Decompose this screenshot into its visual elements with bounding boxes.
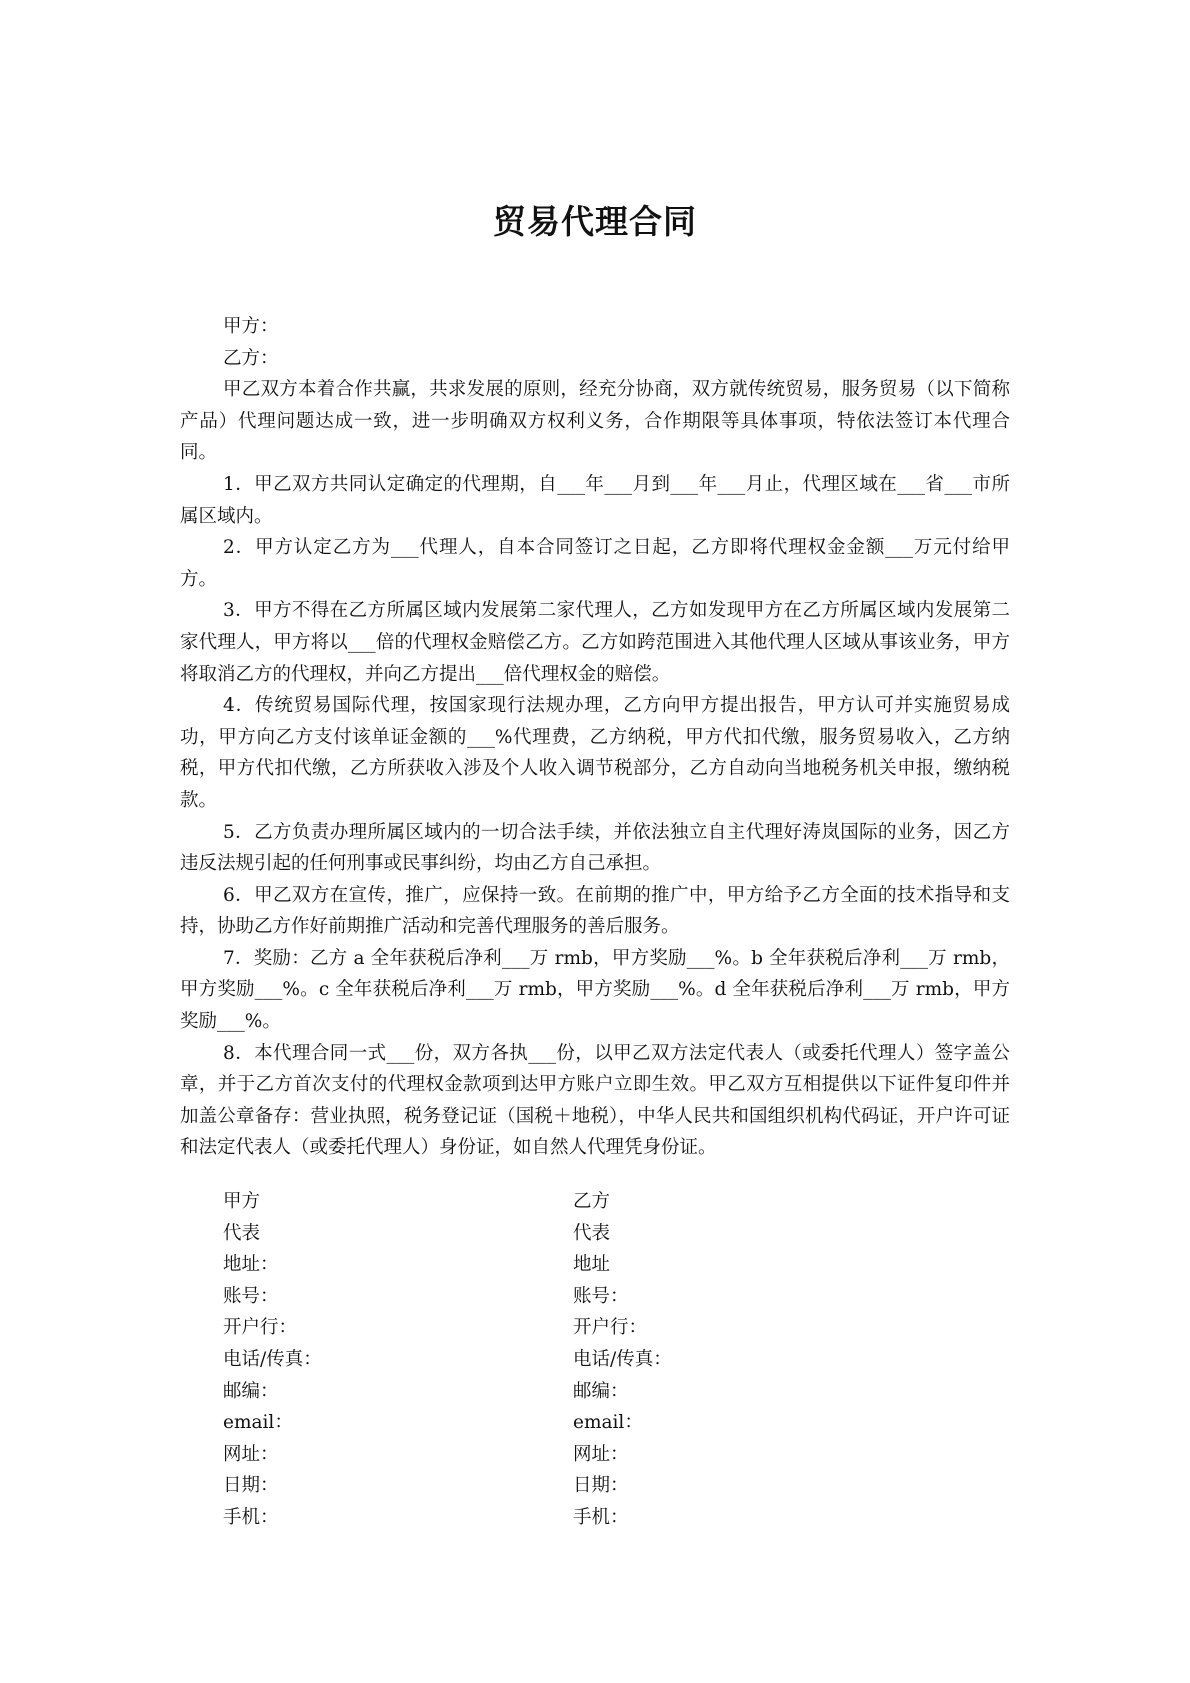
signature-row bbox=[223, 1312, 923, 1344]
clause-4: 4．传统贸易国际代理，按国家现行法规办理，乙方向甲方提出报告，甲方认可并实施贸易成功，甲方向乙方支付该单证金额的___%代理费，乙方纳税，甲方代扣代缴，服务贸易收入，乙方纳税，甲方代扣代缴，乙方所获收入涉及个人收入调节税部分，乙方自动向当地税务机关申报，缴纳税款。 bbox=[180, 695, 1010, 811]
party-a-field: 开户行： bbox=[223, 1317, 298, 1339]
party-b-field: 日期： bbox=[573, 1475, 629, 1497]
party-b-line: 乙方： bbox=[223, 347, 279, 369]
party-b-field: 手机： bbox=[573, 1506, 629, 1528]
party-a-field: 网址： bbox=[223, 1443, 279, 1465]
clause-2: 2．甲方认定乙方为___代理人，自本合同签订之日起，乙方即将代理权金金额___万元付给甲方。 bbox=[180, 537, 1010, 590]
signature-row bbox=[223, 1502, 923, 1534]
signature-row bbox=[223, 1186, 923, 1218]
clause-6: 6．甲乙双方在宣传，推广，应保持一致。在前期的推广中，甲方给予乙方全面的技术指导和支持，协助乙方作好前期推广活动和完善代理服务的善后服务。 bbox=[180, 884, 1010, 938]
signature-row bbox=[223, 1218, 923, 1250]
preamble-paragraph: 甲乙双方本着合作共赢，共求发展的原则，经充分协商，双方就传统贸易，服务贸易（以下简称产品）代理问题达成一致，进一步明确双方权利义务，合作期限等具体事项，特依法签订本代理合同。 bbox=[180, 379, 1010, 464]
party-a-field: 代表 bbox=[223, 1222, 261, 1244]
party-a-field: 账号： bbox=[223, 1285, 279, 1307]
party-b-field: email： bbox=[573, 1412, 643, 1434]
clause-5: 5．乙方负责办理所属区域内的一切合法手续，并依法独立自主代理好涛岚国际的业务，因乙方违反法规引起的任何刑事或民事纠纷，均由乙方自己承担。 bbox=[180, 821, 1010, 875]
party-b-field: 网址： bbox=[573, 1443, 629, 1465]
party-a-field: 日期： bbox=[223, 1475, 279, 1497]
signature-row bbox=[223, 1281, 923, 1313]
party-b-field: 电话/传真： bbox=[573, 1348, 672, 1370]
party-a-field: 电话/传真： bbox=[223, 1348, 322, 1370]
party-a-line: 甲方： bbox=[223, 316, 279, 337]
signature-row bbox=[223, 1344, 923, 1376]
party-b-field: 地址 bbox=[573, 1254, 611, 1276]
party-b-field: 账号： bbox=[573, 1285, 629, 1307]
party-b-field: 乙方 bbox=[573, 1191, 611, 1212]
clause-7: 7．奖励：乙方 a 全年获税后净利___万 rmb，甲方奖励___%。b 全年获税后净利___万 rmb，甲方奖励___%。c 全年获税后净利___万 rmb，甲方奖励___%。d 全年获税后净利___万 rmb，甲方奖励___%。 bbox=[180, 947, 1010, 1033]
signature-row bbox=[223, 1249, 923, 1281]
party-a-field: 甲方 bbox=[223, 1191, 261, 1212]
document-title: 贸易代理合同 bbox=[493, 202, 697, 241]
party-b-field: 邮编： bbox=[573, 1380, 629, 1402]
party-a-field: 邮编： bbox=[223, 1380, 279, 1402]
party-a-field: email： bbox=[223, 1412, 293, 1434]
signature-row bbox=[223, 1407, 923, 1439]
signature-block bbox=[223, 1186, 923, 1534]
clause-1: 1．甲乙双方共同认定确定的代理期，自___年___月到___年___月止，代理区域在___省___市所属区域内。 bbox=[180, 473, 1010, 527]
clause-8: 8．本代理合同一式___份，双方各执___份，以甲乙双方法定代表人（或委托代理人）签字盖公章，并于乙方首次支付的代理权金款项到达甲方账户立即生效。甲乙双方互相提供以下证件复印件并加盖公章备存：营业执照，税务登记证（国税＋地税），中华人民共和国组织机构代码证，开户许可证和法定代表人（或委托代理人）身份证，如自然人代理凭身份证。 bbox=[180, 1042, 1010, 1159]
clause-3: 3．甲方不得在乙方所属区域内发展第二家代理人，乙方如发现甲方在乙方所属区域内发展第二家代理人，甲方将以___倍的代理权金赔偿乙方。乙方如跨范围进入其他代理人区域从事该业务，甲方将取消乙方的代理权，并向乙方提出___倍代理权金的赔偿。 bbox=[180, 600, 1010, 685]
signature-row bbox=[223, 1470, 923, 1502]
party-a-field: 地址： bbox=[223, 1254, 279, 1276]
signature-row bbox=[223, 1439, 923, 1471]
party-b-field: 开户行： bbox=[573, 1317, 648, 1339]
contract-body bbox=[180, 311, 1010, 1164]
signature-row bbox=[223, 1376, 923, 1408]
party-b-field: 代表 bbox=[573, 1222, 611, 1244]
party-a-field: 手机： bbox=[223, 1506, 279, 1528]
